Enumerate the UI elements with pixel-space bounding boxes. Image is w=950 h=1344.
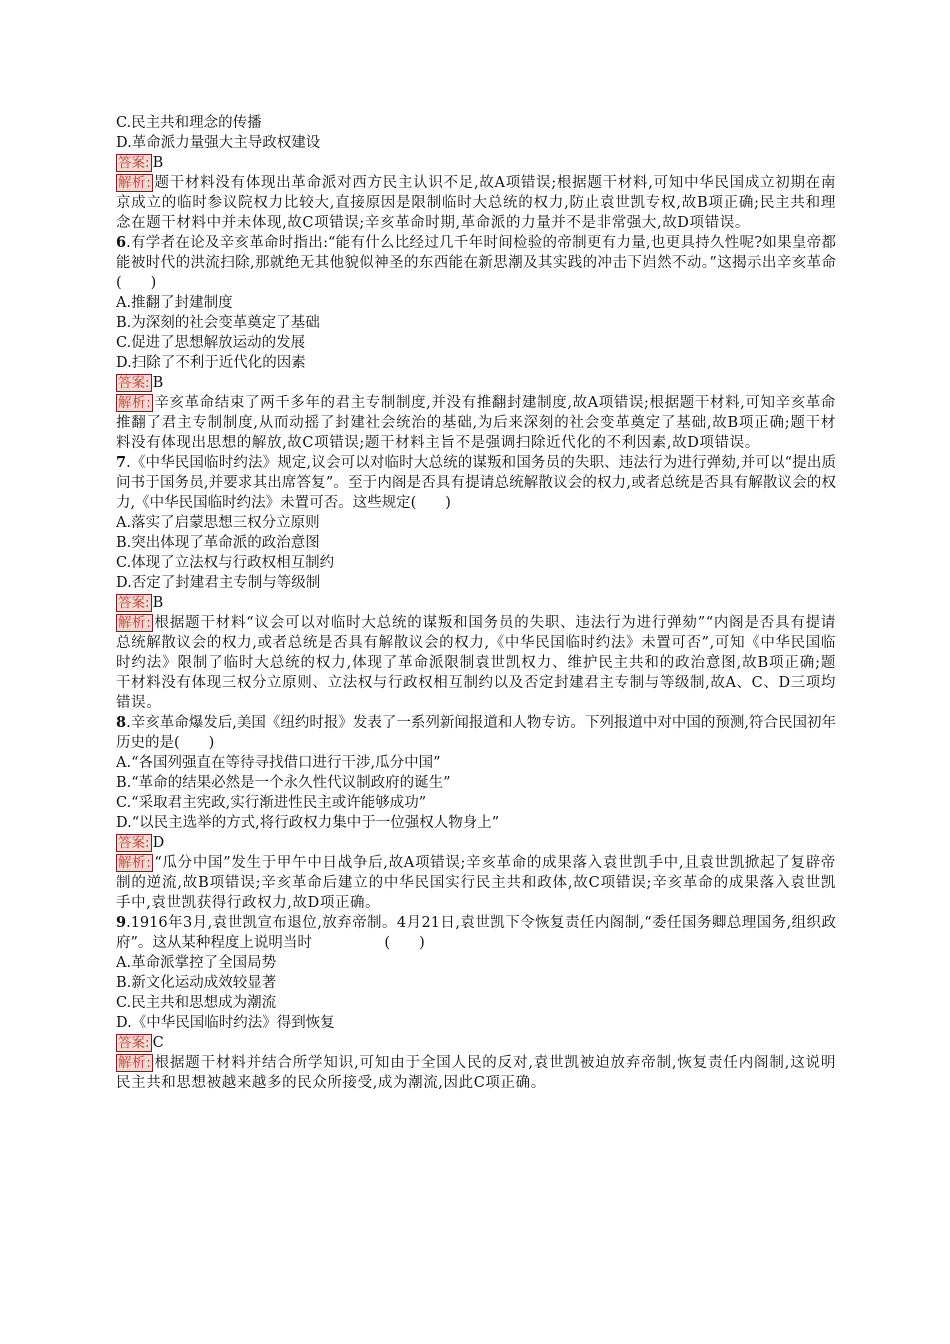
question-text: .辛亥革命爆发后,美国《纽约时报》发表了一系列新闻报道和人物专访。下列报道中对中国的预测,符合民国初年历史的是( ): [116, 715, 836, 751]
answer-value: C: [152, 1035, 164, 1051]
option-a: A.革命派掌控了全国局势: [116, 955, 277, 971]
answer-value: B: [152, 375, 164, 391]
explanation-row: [116, 613, 836, 713]
question-number: 7: [116, 454, 127, 471]
explanation-row: [116, 853, 836, 913]
question-text: .有学者在论及辛亥革命时指出:“能有什么比经过几千年时间检验的帝制更有力量,也更具持久性呢?如果皇帝都能被时代的洪流扫除,那就绝无其他貌似神圣的东西能在新思潮及其实践的冲击下岿然不动。”这揭示出辛亥革命( ): [116, 235, 836, 291]
option-a: A.推翻了封建制度: [116, 295, 233, 311]
answer-tag: 答案:: [118, 155, 150, 171]
explanation-row: [116, 173, 836, 233]
explanation-text: 题干材料没有体现出革命派对西方民主认识不足,故A项错误;根据题干材料,可知中华民国成立初期在南京成立的临时参议院权力比较大,直接原因是限制临时大总统的权力,防止袁世凯专权,故B项正确;民主共和理念在题干材料中并未体现,故C项错误;辛亥革命时期,革命派的力量并不是非常强大,故D项错误。: [116, 175, 836, 231]
option-b: B.为深刻的社会变革奠定了基础: [116, 315, 320, 331]
answer-tag: 答案:: [118, 595, 150, 611]
option-b: B.突出体现了革命派的政治意图: [116, 535, 320, 551]
explanation-tag: 解析:: [118, 395, 152, 411]
option-c: C.民主共和理念的传播: [116, 115, 262, 131]
explanation-text: 根据题干材料“议会可以对临时大总统的谋叛和国务员的失职、违法行为进行弹劾”“内阁是否具有提请总统解散议会的权力,或者总统是否具有解散议会的权力,《中华民国临时约法》未置可否”,可知《中华民国临时约法》限制了临时大总统的权力,体现了革命派限制袁世凯权力、维护民主共和的政治意图,故B项正确;题干材料没有体现三权分立原则、立法权与行政权相互制约以及否定封建君主专制与等级制,故A、C、D三项均错误。: [116, 615, 836, 711]
question-stem: [116, 713, 836, 753]
explanation-row: [116, 393, 836, 453]
explanation-tag: 解析:: [118, 1055, 152, 1071]
answer-tag: 答案:: [118, 375, 150, 391]
explanation-tag: 解析:: [118, 175, 152, 191]
answer-row: [116, 833, 836, 853]
option-d: D.革命派力量强大主导政权建设: [116, 135, 321, 151]
explanation-tag: 解析:: [118, 855, 152, 871]
question-stem: [116, 233, 836, 293]
answer-value: B: [152, 595, 164, 611]
question-number: 6: [116, 234, 127, 251]
option-b: B.“革命的结果必然是一个永久性代议制政府的诞生”: [116, 775, 451, 791]
answer-row: [116, 373, 836, 393]
answer-row: [116, 153, 836, 173]
document-page: [116, 113, 836, 1093]
option-c: C.体现了立法权与行政权相互制约: [116, 555, 335, 571]
answer-value: D: [152, 835, 165, 851]
answer-row: [116, 593, 836, 613]
option-a: A.“各国列强直在等待寻找借口进行干涉,瓜分中国”: [116, 755, 441, 771]
explanation-text: “瓜分中国”发生于甲午中日战争后,故A项错误;辛亥革命的成果落入袁世凯手中,且袁世凯掀起了复辟帝制的逆流,故B项错误;辛亥革命后建立的中华民国实行民主共和政体,故C项错误;辛亥革命的成果落入袁世凯手中,袁世凯获得行政权力,故D项正确。: [116, 855, 836, 911]
option-d: D.“以民主选举的方式,将行政权力集中于一位强权人物身上”: [116, 815, 500, 831]
question-stem: [116, 453, 836, 513]
answer-row: [116, 1033, 836, 1053]
option-c: C.“采取君主宪政,实行渐进性民主或许能够成功”: [116, 795, 427, 811]
explanation-text: 根据题干材料并结合所学知识,可知由于全国人民的反对,袁世凯被迫放弃帝制,恢复责任内阁制,这说明民主共和思想被越来越多的民众所接受,成为潮流,因此C项正确。: [116, 1055, 836, 1091]
question-stem: [116, 913, 836, 953]
answer-tag: 答案:: [118, 835, 150, 851]
question-number: 9: [116, 914, 127, 931]
question-text: .《中华民国临时约法》规定,议会可以对临时大总统的谋叛和国务员的失职、违法行为进行弹劾,并可以“提出质问书于国务员,并要求其出席答复”。至于内阁是否具有提请总统解散议会的权力,或者总统是否具有解散议会的权力,《中华民国临时约法》未置可否。这些规定( ): [116, 455, 836, 511]
explanation-tag: 解析:: [118, 615, 152, 631]
option-d: D.《中华民国临时约法》得到恢复: [116, 1015, 335, 1031]
option-b: B.新文化运动成效较显著: [116, 975, 277, 991]
option-d: D.否定了封建君主专制与等级制: [116, 575, 321, 591]
question-text: .1916年3月,袁世凯宣布退位,放弃帝制。4月21日,袁世凯下令恢复责任内阁制,“委任国务卿总理国务,组织政府”。这从某种程度上说明当时 ( ): [116, 915, 836, 951]
option-c: C.民主共和思想成为潮流: [116, 995, 277, 1011]
option-d: D.扫除了不利于近代化的因素: [116, 355, 306, 371]
question-number: 8: [116, 714, 127, 731]
answer-value: B: [152, 155, 164, 171]
explanation-text: 辛亥革命结束了两千多年的君主专制制度,并没有推翻封建制度,故A项错误;根据题干材料,可知辛亥革命推翻了君主专制制度,从而动摇了封建社会统治的基础,为后来深刻的社会变革奠定了基础,故B项正确;题干材料没有体现出思想的解放,故C项错误;题干材料主旨不是强调扫除近代化的不利因素,故D项错误。: [116, 395, 836, 451]
option-c: C.促进了思想解放运动的发展: [116, 335, 306, 351]
answer-tag: 答案:: [118, 1035, 150, 1051]
option-a: A.落实了启蒙思想三权分立原则: [116, 515, 320, 531]
explanation-row: [116, 1053, 836, 1093]
